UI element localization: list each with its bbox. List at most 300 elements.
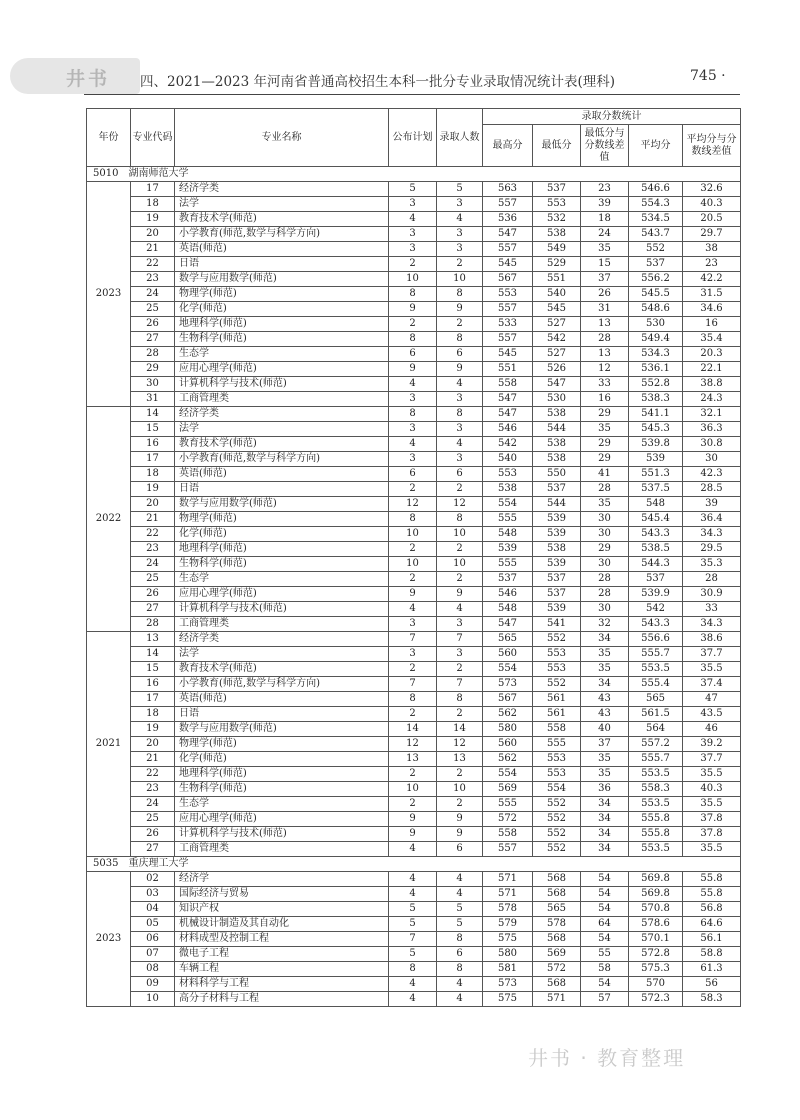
table-row [87, 362, 741, 377]
table-row [87, 797, 741, 812]
major-code-cell: 09 [131, 977, 175, 992]
min-diff-cell: 29 [581, 407, 629, 422]
admitted-cell: 12 [437, 497, 483, 512]
year-cell: 2023 [87, 872, 131, 1007]
plan-cell: 2 [389, 317, 437, 332]
admitted-cell: 5 [437, 917, 483, 932]
avg-diff-cell: 20.3 [683, 347, 741, 362]
avg-score-cell: 569.8 [629, 872, 683, 887]
major-code-cell: 17 [131, 452, 175, 467]
min-diff-cell: 15 [581, 257, 629, 272]
min-score-cell: 555 [533, 737, 581, 752]
table-row [87, 467, 741, 482]
avg-diff-cell: 37.8 [683, 812, 741, 827]
table-row [87, 677, 741, 692]
avg-score-cell: 534.5 [629, 212, 683, 227]
min-score-cell: 538 [533, 407, 581, 422]
plan-cell: 3 [389, 422, 437, 437]
avg-diff-cell: 38.8 [683, 377, 741, 392]
min-diff-cell: 58 [581, 962, 629, 977]
avg-diff-cell: 22.1 [683, 362, 741, 377]
major-code-cell: 29 [131, 362, 175, 377]
plan-cell: 2 [389, 707, 437, 722]
min-score-cell: 551 [533, 272, 581, 287]
min-score-cell: 537 [533, 587, 581, 602]
avg-diff-cell: 46 [683, 722, 741, 737]
avg-diff-cell: 24.3 [683, 392, 741, 407]
admitted-cell: 9 [437, 827, 483, 842]
major-code-cell: 13 [131, 632, 175, 647]
min-score-cell: 554 [533, 782, 581, 797]
table-row [87, 512, 741, 527]
max-score-cell: 542 [483, 437, 533, 452]
avg-score-cell: 553.5 [629, 767, 683, 782]
major-name-cell: 应用心理学(师范) [175, 362, 389, 377]
admitted-cell: 2 [437, 257, 483, 272]
min-diff-cell: 35 [581, 497, 629, 512]
max-score-cell: 557 [483, 332, 533, 347]
table-row [87, 422, 741, 437]
min-diff-cell: 18 [581, 212, 629, 227]
major-name-cell: 日语 [175, 707, 389, 722]
avg-score-cell: 553.5 [629, 662, 683, 677]
plan-cell: 6 [389, 347, 437, 362]
admitted-cell: 10 [437, 557, 483, 572]
max-score-cell: 554 [483, 497, 533, 512]
table-row [87, 287, 741, 302]
avg-diff-cell: 37.4 [683, 677, 741, 692]
plan-cell: 7 [389, 932, 437, 947]
avg-diff-cell: 58.8 [683, 947, 741, 962]
major-code-cell: 20 [131, 227, 175, 242]
avg-diff-cell: 40.3 [683, 782, 741, 797]
max-score-cell: 536 [483, 212, 533, 227]
avg-score-cell: 570 [629, 977, 683, 992]
major-code-cell: 27 [131, 332, 175, 347]
min-diff-cell: 30 [581, 557, 629, 572]
major-name-cell: 化学(师范) [175, 302, 389, 317]
avg-score-cell: 555.7 [629, 647, 683, 662]
plan-cell: 4 [389, 842, 437, 857]
avg-diff-cell: 61.3 [683, 962, 741, 977]
admitted-cell: 3 [437, 617, 483, 632]
major-name-cell: 计算机科学与技术(师范) [175, 602, 389, 617]
min-score-cell: 578 [533, 917, 581, 932]
min-diff-cell: 34 [581, 812, 629, 827]
major-name-cell: 经济学 [175, 872, 389, 887]
avg-score-cell: 530 [629, 317, 683, 332]
plan-cell: 5 [389, 902, 437, 917]
major-name-cell: 数学与应用数学(师范) [175, 497, 389, 512]
admitted-cell: 14 [437, 722, 483, 737]
max-score-cell: 572 [483, 812, 533, 827]
min-score-cell: 568 [533, 887, 581, 902]
major-code-cell: 30 [131, 377, 175, 392]
avg-diff-cell: 40.3 [683, 197, 741, 212]
admitted-cell: 8 [437, 692, 483, 707]
plan-cell: 9 [389, 812, 437, 827]
min-score-cell: 544 [533, 422, 581, 437]
avg-score-cell: 543.7 [629, 227, 683, 242]
header-major-code: 专业代码 [131, 109, 175, 167]
min-diff-cell: 30 [581, 512, 629, 527]
table-row [87, 602, 741, 617]
avg-score-cell: 539.8 [629, 437, 683, 452]
table-row [87, 242, 741, 257]
plan-cell: 12 [389, 497, 437, 512]
min-diff-cell: 54 [581, 887, 629, 902]
header-avg-diff: 平均分与分数线差值 [683, 125, 741, 167]
admitted-cell: 4 [437, 977, 483, 992]
major-code-cell: 10 [131, 992, 175, 1007]
major-name-cell: 生态学 [175, 797, 389, 812]
min-diff-cell: 28 [581, 482, 629, 497]
avg-score-cell: 555.7 [629, 752, 683, 767]
avg-score-cell: 572.3 [629, 992, 683, 1007]
min-score-cell: 553 [533, 752, 581, 767]
max-score-cell: 539 [483, 542, 533, 557]
min-diff-cell: 33 [581, 377, 629, 392]
avg-diff-cell: 55.8 [683, 872, 741, 887]
avg-diff-cell: 29.7 [683, 227, 741, 242]
min-score-cell: 539 [533, 512, 581, 527]
avg-diff-cell: 39.2 [683, 737, 741, 752]
min-score-cell: 537 [533, 182, 581, 197]
header-plan: 公布计划 [389, 109, 437, 167]
avg-score-cell: 570.8 [629, 902, 683, 917]
avg-score-cell: 539 [629, 452, 683, 467]
major-name-cell: 工商管理类 [175, 842, 389, 857]
major-name-cell: 法学 [175, 647, 389, 662]
min-score-cell: 568 [533, 932, 581, 947]
avg-diff-cell: 35.5 [683, 767, 741, 782]
min-diff-cell: 37 [581, 272, 629, 287]
max-score-cell: 571 [483, 872, 533, 887]
max-score-cell: 567 [483, 692, 533, 707]
min-score-cell: 538 [533, 452, 581, 467]
major-name-cell: 化学(师范) [175, 752, 389, 767]
major-code-cell: 28 [131, 347, 175, 362]
avg-score-cell: 542 [629, 602, 683, 617]
major-name-cell: 教育技术学(师范) [175, 437, 389, 452]
avg-score-cell: 569.8 [629, 887, 683, 902]
avg-diff-cell: 34.3 [683, 617, 741, 632]
admitted-cell: 4 [437, 602, 483, 617]
avg-diff-cell: 37.8 [683, 827, 741, 842]
plan-cell: 9 [389, 362, 437, 377]
major-name-cell: 物理学(师范) [175, 287, 389, 302]
max-score-cell: 575 [483, 992, 533, 1007]
max-score-cell: 557 [483, 242, 533, 257]
major-code-cell: 27 [131, 842, 175, 857]
major-code-cell: 18 [131, 707, 175, 722]
avg-score-cell: 551.3 [629, 467, 683, 482]
max-score-cell: 547 [483, 227, 533, 242]
major-code-cell: 17 [131, 692, 175, 707]
max-score-cell: 563 [483, 182, 533, 197]
max-score-cell: 560 [483, 737, 533, 752]
major-name-cell: 应用心理学(师范) [175, 812, 389, 827]
table-row [87, 527, 741, 542]
plan-cell: 10 [389, 557, 437, 572]
major-code-cell: 23 [131, 272, 175, 287]
min-score-cell: 530 [533, 392, 581, 407]
plan-cell: 6 [389, 467, 437, 482]
major-code-cell: 16 [131, 677, 175, 692]
admitted-cell: 7 [437, 632, 483, 647]
major-code-cell: 23 [131, 542, 175, 557]
min-score-cell: 565 [533, 902, 581, 917]
min-score-cell: 544 [533, 497, 581, 512]
avg-diff-cell: 64.6 [683, 917, 741, 932]
min-score-cell: 553 [533, 647, 581, 662]
max-score-cell: 557 [483, 302, 533, 317]
major-name-cell: 小学教育(师范,数学与科学方向) [175, 227, 389, 242]
min-diff-cell: 31 [581, 302, 629, 317]
max-score-cell: 538 [483, 482, 533, 497]
avg-diff-cell: 58.3 [683, 992, 741, 1007]
plan-cell: 14 [389, 722, 437, 737]
major-name-cell: 生态学 [175, 572, 389, 587]
major-name-cell: 数学与应用数学(师范) [175, 272, 389, 287]
avg-score-cell: 539.9 [629, 587, 683, 602]
major-code-cell: 23 [131, 782, 175, 797]
min-diff-cell: 32 [581, 617, 629, 632]
major-code-cell: 14 [131, 407, 175, 422]
major-name-cell: 小学教育(师范,数学与科学方向) [175, 677, 389, 692]
table-row [87, 932, 741, 947]
major-name-cell: 英语(师范) [175, 692, 389, 707]
avg-score-cell: 543.3 [629, 617, 683, 632]
avg-score-cell: 538.3 [629, 392, 683, 407]
avg-diff-cell: 42.3 [683, 467, 741, 482]
major-code-cell: 22 [131, 257, 175, 272]
major-code-cell: 21 [131, 752, 175, 767]
avg-diff-cell: 34.3 [683, 527, 741, 542]
major-code-cell: 26 [131, 827, 175, 842]
avg-score-cell: 575.3 [629, 962, 683, 977]
min-diff-cell: 28 [581, 587, 629, 602]
avg-diff-cell: 28.5 [683, 482, 741, 497]
major-code-cell: 26 [131, 587, 175, 602]
avg-diff-cell: 31.5 [683, 287, 741, 302]
plan-cell: 4 [389, 602, 437, 617]
major-code-cell: 03 [131, 887, 175, 902]
major-code-cell: 06 [131, 932, 175, 947]
table-row [87, 812, 741, 827]
plan-cell: 10 [389, 272, 437, 287]
min-diff-cell: 34 [581, 677, 629, 692]
major-name-cell: 车辆工程 [175, 962, 389, 977]
max-score-cell: 551 [483, 362, 533, 377]
table-row [87, 767, 741, 782]
major-name-cell: 经济学类 [175, 182, 389, 197]
min-diff-cell: 28 [581, 572, 629, 587]
max-score-cell: 547 [483, 617, 533, 632]
table-row [87, 452, 741, 467]
plan-cell: 4 [389, 887, 437, 902]
max-score-cell: 548 [483, 602, 533, 617]
admitted-cell: 4 [437, 887, 483, 902]
major-code-cell: 16 [131, 437, 175, 452]
table-row [87, 827, 741, 842]
max-score-cell: 578 [483, 902, 533, 917]
min-diff-cell: 54 [581, 932, 629, 947]
min-score-cell: 550 [533, 467, 581, 482]
max-score-cell: 562 [483, 707, 533, 722]
table-row [87, 692, 741, 707]
max-score-cell: 580 [483, 947, 533, 962]
major-name-cell: 计算机科学与技术(师范) [175, 827, 389, 842]
min-diff-cell: 34 [581, 632, 629, 647]
avg-score-cell: 552 [629, 242, 683, 257]
max-score-cell: 537 [483, 572, 533, 587]
max-score-cell: 571 [483, 887, 533, 902]
admitted-cell: 4 [437, 872, 483, 887]
admitted-cell: 6 [437, 347, 483, 362]
min-score-cell: 537 [533, 482, 581, 497]
avg-diff-cell: 30.8 [683, 437, 741, 452]
major-name-cell: 日语 [175, 482, 389, 497]
major-name-cell: 生物科学(师范) [175, 332, 389, 347]
min-score-cell: 552 [533, 812, 581, 827]
min-diff-cell: 34 [581, 797, 629, 812]
min-score-cell: 527 [533, 347, 581, 362]
table-row [87, 647, 741, 662]
avg-diff-cell: 32.6 [683, 182, 741, 197]
max-score-cell: 560 [483, 647, 533, 662]
avg-diff-cell: 37.7 [683, 647, 741, 662]
min-diff-cell: 43 [581, 707, 629, 722]
plan-cell: 9 [389, 827, 437, 842]
major-code-cell: 24 [131, 797, 175, 812]
max-score-cell: 555 [483, 797, 533, 812]
avg-diff-cell: 55.8 [683, 887, 741, 902]
min-score-cell: 549 [533, 242, 581, 257]
avg-diff-cell: 20.5 [683, 212, 741, 227]
max-score-cell: 565 [483, 632, 533, 647]
min-score-cell: 561 [533, 692, 581, 707]
min-score-cell: 553 [533, 197, 581, 212]
avg-score-cell: 536.1 [629, 362, 683, 377]
avg-score-cell: 546.6 [629, 182, 683, 197]
min-diff-cell: 57 [581, 992, 629, 1007]
min-diff-cell: 12 [581, 362, 629, 377]
min-diff-cell: 41 [581, 467, 629, 482]
header-min: 最低分 [533, 125, 581, 167]
watermark: 井书 · 教育整理 [528, 1046, 686, 1070]
max-score-cell: 555 [483, 512, 533, 527]
admitted-cell: 8 [437, 407, 483, 422]
plan-cell: 3 [389, 617, 437, 632]
school-name: 5035 重庆理工大学 [87, 857, 741, 872]
min-diff-cell: 23 [581, 182, 629, 197]
admitted-cell: 10 [437, 272, 483, 287]
major-code-cell: 08 [131, 962, 175, 977]
plan-cell: 2 [389, 767, 437, 782]
table-row [87, 842, 741, 857]
page-title: 四、2021—2023 年河南省普通高校招生本科一批分专业录取情况统计表(理科) [140, 74, 616, 90]
avg-score-cell: 553.5 [629, 842, 683, 857]
major-name-cell: 英语(师范) [175, 467, 389, 482]
admitted-cell: 5 [437, 902, 483, 917]
major-name-cell: 经济学类 [175, 632, 389, 647]
max-score-cell: 573 [483, 977, 533, 992]
plan-cell: 8 [389, 332, 437, 347]
min-diff-cell: 35 [581, 767, 629, 782]
plan-cell: 3 [389, 242, 437, 257]
table-row [87, 917, 741, 932]
major-code-cell: 24 [131, 557, 175, 572]
plan-cell: 3 [389, 197, 437, 212]
admitted-cell: 4 [437, 377, 483, 392]
major-name-cell: 化学(师范) [175, 527, 389, 542]
min-diff-cell: 54 [581, 977, 629, 992]
plan-cell: 3 [389, 392, 437, 407]
min-diff-cell: 35 [581, 242, 629, 257]
major-name-cell: 材料成型及控制工程 [175, 932, 389, 947]
table-row [87, 197, 741, 212]
max-score-cell: 547 [483, 392, 533, 407]
max-score-cell: 554 [483, 662, 533, 677]
major-name-cell: 材料科学与工程 [175, 977, 389, 992]
avg-diff-cell: 35.5 [683, 797, 741, 812]
plan-cell: 9 [389, 587, 437, 602]
avg-diff-cell: 34.6 [683, 302, 741, 317]
avg-diff-cell: 36.4 [683, 512, 741, 527]
header-admitted: 录取人数 [437, 109, 483, 167]
avg-score-cell: 545.4 [629, 512, 683, 527]
min-diff-cell: 54 [581, 902, 629, 917]
major-name-cell: 国际经济与贸易 [175, 887, 389, 902]
plan-cell: 7 [389, 677, 437, 692]
major-name-cell: 知识产权 [175, 902, 389, 917]
avg-score-cell: 548 [629, 497, 683, 512]
min-score-cell: 571 [533, 992, 581, 1007]
avg-score-cell: 570.1 [629, 932, 683, 947]
avg-diff-cell: 36.3 [683, 422, 741, 437]
admitted-cell: 10 [437, 527, 483, 542]
table-row [87, 437, 741, 452]
avg-diff-cell: 32.1 [683, 407, 741, 422]
avg-diff-cell: 37.7 [683, 752, 741, 767]
table-row [87, 482, 741, 497]
plan-cell: 10 [389, 527, 437, 542]
max-score-cell: 554 [483, 767, 533, 782]
major-name-cell: 日语 [175, 257, 389, 272]
max-score-cell: 567 [483, 272, 533, 287]
table-row [87, 572, 741, 587]
min-diff-cell: 36 [581, 782, 629, 797]
header-score-stats: 录取分数统计 [483, 109, 741, 125]
min-score-cell: 538 [533, 437, 581, 452]
plan-cell: 10 [389, 782, 437, 797]
major-name-cell: 小学教育(师范,数学与科学方向) [175, 452, 389, 467]
admitted-cell: 9 [437, 362, 483, 377]
max-score-cell: 546 [483, 422, 533, 437]
avg-diff-cell: 35.3 [683, 557, 741, 572]
plan-cell: 13 [389, 752, 437, 767]
major-name-cell: 微电子工程 [175, 947, 389, 962]
major-code-cell: 20 [131, 497, 175, 512]
plan-cell: 12 [389, 737, 437, 752]
major-code-cell: 07 [131, 947, 175, 962]
table-row [87, 317, 741, 332]
major-name-cell: 经济学类 [175, 407, 389, 422]
header-year: 年份 [87, 109, 131, 167]
max-score-cell: 562 [483, 752, 533, 767]
avg-score-cell: 538.5 [629, 542, 683, 557]
